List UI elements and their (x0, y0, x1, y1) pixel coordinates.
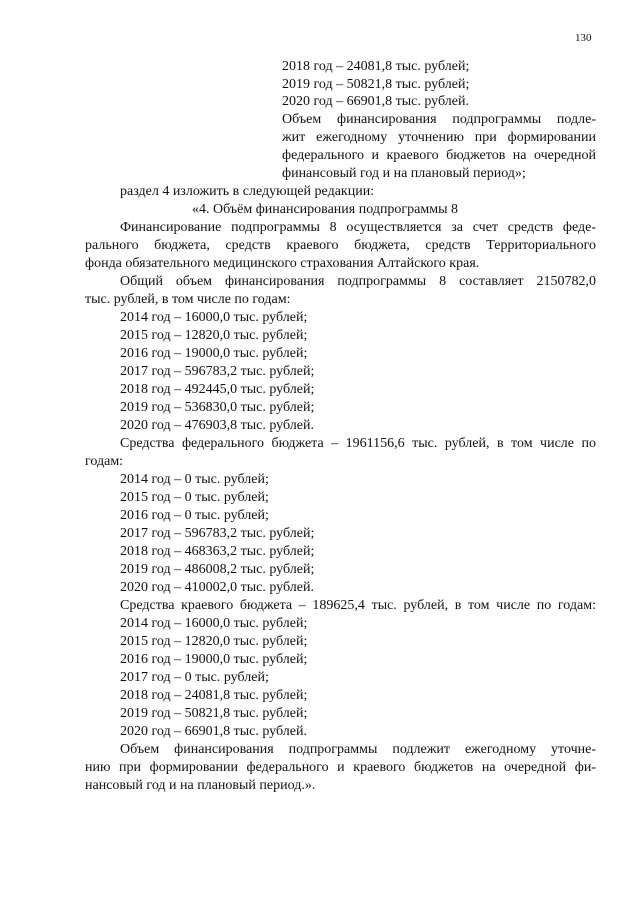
section-heading: «4. Объём финансирования подпрограммы 8 (192, 202, 459, 217)
total-year-line: 2016 год – 19000,0 тыс. рублей; (120, 346, 308, 361)
intro-line: Финансирование подпрограммы 8 осуществляется за счет средств феде- (120, 220, 596, 235)
regional-year-line: 2017 год – 0 тыс. рублей; (120, 670, 269, 685)
federal-year-line: 2020 год – 410002,0 тыс. рублей. (120, 580, 314, 595)
regional-year-line: 2015 год – 12820,0 тыс. рублей; (120, 634, 308, 649)
intro-line: фонда обязательного медицинского страхования Алтайского края. (85, 256, 480, 271)
federal-year-line: 2017 год – 596783,2 тыс. рублей; (120, 526, 315, 541)
top-year-line: 2019 год – 50821,8 тыс. рублей; (282, 77, 470, 92)
closing-line: нию при формировании федерального и краевого бюджетов на очередной фи- (85, 760, 596, 775)
instruction-text: раздел 4 изложить в следующей редакции: (120, 184, 375, 199)
intro-line: рального бюджета, средств краевого бюджета, средств Территориального (85, 238, 596, 253)
total-year-line: 2019 год – 536830,0 тыс. рублей; (120, 400, 315, 415)
total-year-line: 2014 год – 16000,0 тыс. рублей; (120, 310, 308, 325)
federal-line: Средства федерального бюджета – 1961156,6 тыс. рублей, в том числе по (120, 436, 596, 451)
federal-year-line: 2015 год – 0 тыс. рублей; (120, 490, 269, 505)
regional-year-line: 2016 год – 19000,0 тыс. рублей; (120, 652, 308, 667)
federal-line: годам: (85, 454, 124, 469)
total-line: тыс. рублей, в том числе по годам: (85, 292, 291, 307)
total-year-line: 2020 год – 476903,8 тыс. рублей. (120, 418, 314, 433)
federal-year-line: 2018 год – 468363,2 тыс. рублей; (120, 544, 315, 559)
top-note-line: финансовый год и на плановый период»; (282, 166, 526, 181)
federal-year-line: 2014 год – 0 тыс. рублей; (120, 472, 269, 487)
top-note-line: федерального и краевого бюджетов на очередной (282, 148, 596, 163)
federal-year-line: 2019 год – 486008,2 тыс. рублей; (120, 562, 315, 577)
closing-line: нансовый год и на плановый период.». (85, 778, 316, 793)
total-year-line: 2018 год – 492445,0 тыс. рублей; (120, 382, 315, 397)
regional-year-line: 2020 год – 66901,8 тыс. рублей. (120, 724, 307, 739)
regional-year-line: 2018 год – 24081,8 тыс. рублей; (120, 688, 308, 703)
regional-year-line: 2019 год – 50821,8 тыс. рублей; (120, 706, 308, 721)
total-year-line: 2015 год – 12820,0 тыс. рублей; (120, 328, 308, 343)
total-line: Общий объем финансирования подпрограммы 8 составляет 2150782,0 (120, 274, 596, 289)
page-number: 130 (575, 32, 592, 44)
top-note-line: жит ежегодному уточнению при формировании (282, 130, 596, 145)
regional-line: Средства краевого бюджета – 189625,4 тыс. рублей, в том числе по годам: (120, 598, 596, 613)
federal-year-line: 2016 год – 0 тыс. рублей; (120, 508, 269, 523)
top-year-line: 2018 год – 24081,8 тыс. рублей; (282, 59, 470, 74)
top-note-line: Объем финансирования подпрограммы подле- (282, 112, 596, 127)
total-year-line: 2017 год – 596783,2 тыс. рублей; (120, 364, 315, 379)
regional-year-line: 2014 год – 16000,0 тыс. рублей; (120, 616, 308, 631)
closing-line: Объем финансирования подпрограммы подлежит ежегодному уточне- (120, 742, 596, 757)
top-year-line: 2020 год – 66901,8 тыс. рублей. (282, 94, 469, 109)
